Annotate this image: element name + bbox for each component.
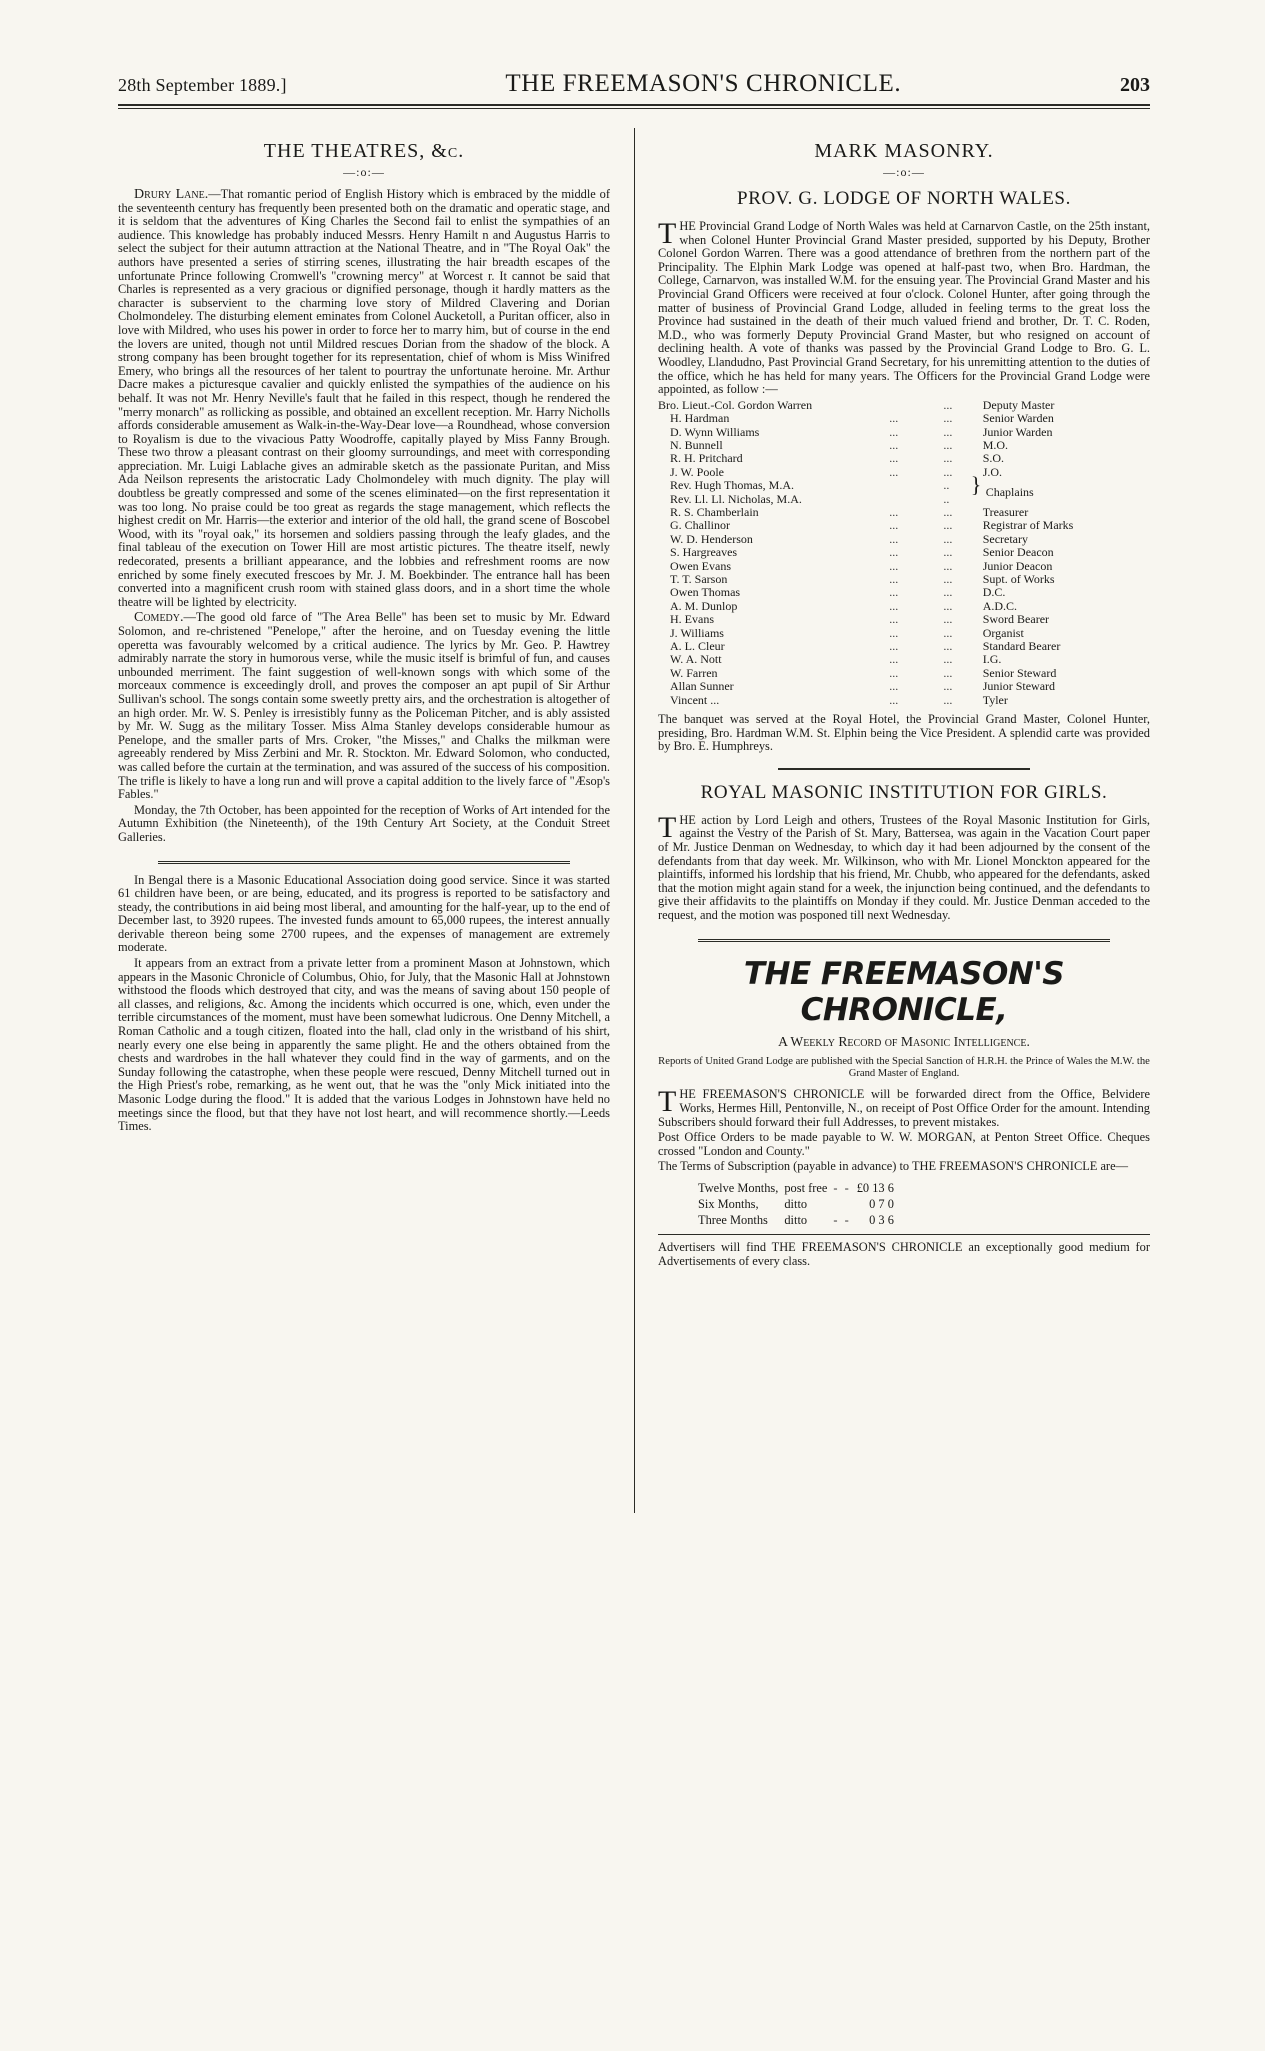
officers-table <box>658 399 1150 707</box>
comedy-lead: Comedy. <box>134 610 184 626</box>
officer-office: I.G. <box>982 652 1002 667</box>
table-row: G. Challinor ... ... Registrar of Marks <box>658 519 1150 532</box>
table-row: R. S. Chamberlain ... ... Treasurer <box>658 506 1150 519</box>
officer-name: W. D. Henderson <box>670 531 753 546</box>
terms-intro: The Terms of Subscription (payable in advance) to THE FREEMASON'S CHRONICLE are— <box>658 1159 1128 1174</box>
rate-dots: - - <box>833 1212 851 1227</box>
prov-grand-lodge-body: HE Provincial Grand Lodge of North Wales was held at Carnarvon Castle, on the 25th instant, when Colonel Hunter Provincial Grand Master presided, supported by his Deputy, Brother Colonel Gordon Warren. There was a good attendance of brethren from the northern part of the Principality. The Elphin Mark Lodge was opened at half-past two, when Bro. Hardman, the College, Carnarvon, was installed W.M. for the ensuing year. The Provincial Grand Master and his Provincial Grand Officers were received at four o'clock. Colonel Hunter, after going through the matter of business of Provincial Grand Lodge, alluded in feeling terms to the great loss the Province had sustained in the death of their much valued friend and brother, Dr. T. C. Roden, M.D., who was formerly Deputy Provincial Grand Master, but who resigned on account of declining health. A vote of thanks was passed by the Provincial Grand Lodge to Bro. G. L. Woodley, Llandudno, Past Provincial Grand Secretary, for his unremitting attention to the duties of the office, which he has held for many years. The Officers for the Provincial Grand Lodge were appointed, as follow :— <box>658 219 1150 397</box>
ornament-divider-icon: —:o:— <box>343 165 385 179</box>
table-row: Vincent ... ... ... Tyler <box>658 694 1150 707</box>
officer-name: W. A. Nott <box>670 652 722 667</box>
rate-amount: 0 3 6 <box>869 1212 894 1227</box>
table-row: W. D. Henderson ... ... Secretary <box>658 533 1150 546</box>
column-rule <box>634 128 635 1513</box>
column-gutter <box>610 126 658 2006</box>
officer-name: R. H. Pritchard <box>670 451 743 466</box>
officer-office: Treasurer <box>982 504 1029 519</box>
officer-office: Junior Deacon <box>982 558 1053 573</box>
officer-office: Junior Warden <box>982 424 1053 439</box>
officer-office: Supt. of Works <box>982 572 1055 586</box>
drury-lane-body: —That romantic period of English History which is embraced by the middle of the seventeenth century has frequently been presented both on the dramatic and operatic stage, and it is seldom that the adventures of King Charles the Second fail to enlist the sympathies of an audience. This knowledge has probably induced Messrs. Henry Hamilt n and Augustus Harris to select the subject for their autumn attraction at the National Theatre, and in "The Royal Oak" the authors have presented a series of stirring scenes, illustrating the hair breadth escapes of the unfortunate Prince following Cromwell's "crowning mercy" at Worcest r. It cannot be said that Charles is represented as a very gracious or dignified personage, though it hardly matters as the character is subservient to the charming love story of Mildred Clavering and Dorian Cholmondeley. The disturbing element eminates from Colonel Aucketoll, a Puritan officer, also in love with Mildred, who uses his power in order to force her to marry him, but of course in the end the lovers are united, though not until Mildred rescues Dorian from the shadow of the block. A strong company has been brought together for its representation, chief of whom is Miss Winifred Emery, who brings all the resources of her talent to pourtray the unfortunate heroine. Mr. Arthur Dacre makes a picturesque cavalier and quickly enlisted the sympathies of the audience on his behalf. It was not Mr. Henry Neville's fault that he failed in this respect, though he rendered the "merry monarch" as rollicking as possible, and obtained an excellent reception. Mr. Harry Nicholls affords considerable amusement as Walk-in-the-Way-Dear love—a Roundhead, whose conversion to Royalism is due to the vivacious Patty Woodroffe, capitally played by Miss Fanny Brough. These two throw a pleasant contrast on their gloomy surroundings, and meet with corresponding appreciation. Mr. Luigi Lablache gives an admirable sketch as the passionate Puritan, and Miss Ada Neilson represents the aristocratic Lady Cholmondeley with much dignity. The play will doubtless be greatly compressed and some of the scenes eliminated—on the first representation it was too long. No praise could be too great as regards the stage management, which reflects the highest credit on Mr. Harris—the exterior and interior of the old hall, the grand scene of Boscobel Wood, with its "royal oak," its horsemen and soldiers passing through the leafy glades, and the final tableau of the execution on Tower Hill are most artistic pictures. The theatre itself, newly redecorated, presents a brilliant appearance, and the lobbies and refreshment rooms are now enriched by some finely executed frescoes by Mr. J. M. Boekbinder. The entrance hall has been converted into a magnificent crush room with stained glass doors, and in a short time the whole theatre will be lighted by electricity. <box>118 187 611 609</box>
drury-lane-article <box>118 188 610 609</box>
officer-office: Senior Steward <box>982 665 1057 680</box>
chaplains-brace <box>983 485 986 499</box>
officer-name: D. Wynn Williams <box>670 424 760 439</box>
table-row: Owen Evans ... ... Junior Deacon <box>658 560 1150 573</box>
rate-period: Three Months <box>698 1212 768 1227</box>
rate-amount: £0 13 6 <box>856 1180 894 1195</box>
issue-date: 28th September 1889.] <box>118 75 287 95</box>
officer-office: Junior Steward <box>982 679 1056 694</box>
page-number: 203 <box>1120 74 1150 96</box>
table-row: J. W. Poole ... ... J.O. <box>658 466 1150 479</box>
officer-name: Allan Sunner <box>670 679 734 694</box>
officer-office: Chaplains <box>985 484 1034 499</box>
officer-name: Vincent ... <box>670 692 720 707</box>
table-row: H. Hardman ... ... Senior Warden <box>658 412 1150 425</box>
comedy-body: —The good old farce of "The Area Belle" has been set to music by Mr. Edward Solomon, and re-christened "Penelope," after the heroine, and on Tuesday evening the little operetta was favourably welcomed by a critical audience. The lyrics by Mr. Geo. P. Hawtrey admirably narrate the story in humorous verse, while the music itself is brimful of fun, and causes unbounded merriment. The faint suggestion of well-known songs with which some of the morceaux commence is exceedingly droll, and proves the composer an apt pupil of Sir Arthur Sullivan's school. The songs contain some sweetly pretty airs, and the orchestration is altogether of an high order. Mr. W. S. Penley is irresistibly funny as the Policeman Pitcher, and is ably assisted by Mr. W. Sugg as the military Tosser. Miss Alma Stanley develops considerable humour as Penelope, and the smaller parts of Mrs. Croker, "the Misses," and Chalks the milkman were agreeably rendered by Miss Zerbini and Mr. R. Stockton. Mr. Edward Solomon, who conducted, was called before the curtain at the termination, and was assured of the success of his composition. The trifle is likely to have a long run and will prove a capital addition to the lively farce of "Æsop's Fables." <box>118 610 610 802</box>
table-row: A. L. Cleur ... ... Standard Bearer <box>658 640 1150 653</box>
drop-cap-prov: T <box>658 217 677 250</box>
table-row: R. H. Pritchard ... ... S.O. <box>658 452 1150 465</box>
nameplate-divider <box>698 939 1110 942</box>
chronicle-tagline: A Weekly Record of Masonic Intelligence. <box>778 1033 1030 1049</box>
post-office-paragraph: Post Office Orders to be made payable to W. W. MORGAN, at Penton Street Office. Cheques crossed "London and County." <box>658 1130 1150 1158</box>
officer-office: J.O. <box>982 464 1003 479</box>
rate-qualifier: ditto <box>784 1212 808 1227</box>
drop-cap-girls: T <box>658 810 677 844</box>
officer-office: Registrar of Marks <box>982 518 1074 533</box>
officer-office: Tyler <box>982 692 1008 707</box>
theatres-heading: THE THEATRES, &c. <box>263 140 465 162</box>
subscription-box <box>658 1085 1150 1268</box>
table-row: S. Hargreaves ... ... Senior Deacon <box>658 546 1150 559</box>
officer-name: W. Farren <box>670 665 718 680</box>
officer-office: Standard Bearer <box>982 639 1061 654</box>
bengal-paragraph: In Bengal there is a Masonic Educational Association doing good service. Since it was started 61 children have been, or are being, educated, and its progress is reported to be satisfactory and steady, the contributions in aid being most liberal, and amounting for the half-year, up to the end of December last, to 3920 rupees. The invested funds amount to 65,000 rupees, the interest annually derivable thereon being some 2700 rupees, and the expenses of management are extremely moderate. <box>118 872 610 955</box>
masthead-rule-top <box>118 104 1150 106</box>
officer-office: Senior Deacon <box>982 545 1054 560</box>
section-divider-2 <box>778 768 1030 770</box>
table-row: H. Evans ... ... Sword Bearer <box>658 613 1150 626</box>
advertisers-note: Advertisers will find THE FREEMASON'S CHRONICLE an exceptionally good medium for Advertisements of every class. <box>658 1239 1150 1268</box>
art-society-notice: Monday, the 7th October, has been appointed for the reception of Works of Art intended for the Autumn Exhibition (the Nineteenth), of the 19th Century Art Society, at the Conduit Street Galleries. <box>118 802 610 844</box>
drury-lane-lead: Drury Lane. <box>134 187 209 202</box>
rate-qualifier: post free <box>784 1180 828 1195</box>
officer-name: S. Hargreaves <box>670 545 738 560</box>
chronicle-sanction-note: Reports of United Grand Lodge are published with the Special Sanction of H.R.H. the Prince of Wales the M.W. the Grand Master of England. <box>658 1055 1150 1079</box>
officer-office: Secretary <box>982 531 1029 546</box>
officer-name: R. S. Chamberlain <box>670 504 759 519</box>
officer-name: H. Hardman <box>670 411 730 426</box>
table-row: W. Farren ... ... Senior Steward <box>658 667 1150 680</box>
masthead <box>118 70 1150 98</box>
table-row: A. M. Dunlop ... ... A.D.C. <box>658 600 1150 613</box>
table-row: J. Williams ... ... Organist <box>658 627 1150 640</box>
officer-office: Organist <box>982 625 1024 640</box>
officer-name: J. W. Poole <box>670 464 725 479</box>
officer-name: H. Evans <box>670 612 714 627</box>
table-row <box>698 1212 900 1228</box>
officer-name: A. M. Dunlop <box>670 598 738 613</box>
officer-name: Rev. Hugh Thomas, M.A. <box>670 478 794 493</box>
officer-office: S.O. <box>982 451 1005 466</box>
prov-grand-lodge-article <box>658 217 1150 397</box>
chronicle-nameplate-text: THE FREEMASON'S CHRONICLE, <box>743 955 1065 1028</box>
banquet-paragraph: The banquet was served at the Royal Hotel, the Provincial Grand Master, Colonel Hunter, presiding, Bro. Hardman W.M. St. Elphin being the Vice President. A splendid carte was provided by Bro. E. Humphreys. <box>658 712 1150 754</box>
subscription-body: HE FREEMASON'S CHRONICLE will be forwarded direct from the Office, Belvidere Works, Hermes Hill, Pentonville, N., on receipt of Post Office Order for the amount. Intending Subscribers should forward their full Addresses, to prevent mistakes. <box>658 1087 1150 1129</box>
left-column <box>118 126 610 2006</box>
prov-grand-lodge-heading: PROV. G. LODGE OF NORTH WALES. <box>737 188 1071 209</box>
dots <box>889 399 943 412</box>
mark-masonry-heading: MARK MASONRY. <box>814 140 994 162</box>
drop-cap-subs: T <box>658 1085 677 1119</box>
table-row: D. Wynn Williams ... ... Junior Warden <box>658 426 1150 439</box>
table-row <box>698 1196 900 1212</box>
ornament-divider-icon-2: —:o:— <box>883 165 925 179</box>
table-row: Owen Thomas ... ... D.C. <box>658 586 1150 599</box>
dots: ... <box>943 397 953 412</box>
masthead-rule-bottom <box>118 108 1150 109</box>
rate-period: Six Months, <box>698 1196 759 1211</box>
officer-office: M.O. <box>982 437 1009 452</box>
rate-dots: - - <box>833 1180 851 1195</box>
officer-name: Owen Evans <box>670 558 731 573</box>
officer-name: A. L. Cleur <box>670 639 725 654</box>
table-row: N. Bunnell ... ... M.O. <box>658 439 1150 452</box>
rate-qualifier: ditto <box>784 1196 808 1211</box>
subscription-rates-table <box>698 1180 900 1228</box>
officer-name: T. T. Sarson <box>670 572 728 586</box>
table-row: Rev. Ll. Ll. Nicholas, M.A. .. <box>670 491 950 506</box>
officer-name: N. Bunnell <box>670 437 723 452</box>
table-row <box>698 1180 900 1196</box>
section-divider <box>158 861 570 864</box>
publication-title: THE FREEMASON'S CHRONICLE. <box>505 70 902 97</box>
officer-name: Owen Thomas <box>670 585 741 600</box>
rates-divider <box>658 1234 1150 1235</box>
table-row: T. T. Sarson ... ... Supt. of Works <box>658 573 1150 586</box>
table-row: Allan Sunner ... ... Junior Steward <box>658 680 1150 693</box>
right-column <box>658 126 1150 2006</box>
table-row: W. A. Nott ... ... I.G. <box>658 653 1150 666</box>
rate-period: Twelve Months, <box>698 1180 779 1195</box>
chronicle-nameplate <box>658 956 1150 1028</box>
officer-office: A.D.C. <box>982 598 1018 613</box>
officer-name: J. Williams <box>670 625 724 640</box>
officer-name: Rev. Ll. Ll. Nicholas, M.A. <box>670 491 802 506</box>
officer-name: Bro. Lieut.-Col. Gordon Warren <box>658 397 813 412</box>
table-row: Rev. Hugh Thomas, M.A. .. }Chaplains <box>658 479 1150 492</box>
officer-name: G. Challinor <box>670 518 730 533</box>
rate-dots <box>833 1196 856 1212</box>
two-column-body <box>118 126 1150 2006</box>
rate-amount: 0 7 0 <box>869 1196 894 1211</box>
comedy-article <box>118 611 610 801</box>
officer-office: Deputy Master <box>982 397 1055 412</box>
officer-office: D.C. <box>982 585 1006 600</box>
girls-institution-article <box>658 810 1150 923</box>
girls-institution-heading: ROYAL MASONIC INSTITUTION FOR GIRLS. <box>700 781 1108 803</box>
girls-institution-body: HE action by Lord Leigh and others, Trustees of the Royal Masonic Institution for Girls, against the Vestry of the Parish of St. Mary, Battersea, was again in the Vacation Court paper of Mr. Justice Denman on Wednesday, to which day it had been adjourned by the consent of the defendants from that day week. Mr. Wilkinson, who with Mr. Lionel Monckton appeared for the plaintiffs, informed his lordship that his friend, Mr. Chubb, who appeared for the defendants, asked that the motion might again stand for a week, the injunction being continued, and the defendants to give their affidavits to the plaintiffs on Monday if they could. Mr. Justice Denman acceded to the request, and the motion was posponed till next Wednesday. <box>658 812 1150 922</box>
subscription-paragraph <box>658 1085 1150 1129</box>
officer-office: Senior Warden <box>982 411 1054 426</box>
johnstown-paragraph: It appears from an extract from a private letter from a prominent Mason at Johnstown, which appears in the Masonic Chronicle of Columbus, Ohio, for July, that the Masonic Hall at Johnstown withstood the floods which destroyed that city, and was the means of saving about 150 people of all classes, and religions, &c. Among the incidents which occurred is one, which, even under the terrible circumstances of the moment, must have been somewhat ludicrous. One Denny Mitchell, a Roman Catholic and a tough citizen, floated into the hall, clad only in the wristband of his shirt, nearly every one else being in apparently the same plight. He and the others obtained from the chests and wardrobes in the hall whatever they could find in the way of garments, and on the Sunday following the catastrophe, when these people were rescued, Denny Mitchell turned out in the High Priest's robe, remarking, as he went out, that he was the "only Mick initiated into the Masonic Lodge during the flood." It is added that the various Lodges in Johnstown have held no meetings since the flood, but that they have not lost heart, and will recommence shortly.—Leeds Times. <box>118 956 610 1134</box>
table-row <box>658 399 1150 412</box>
officer-office: Sword Bearer <box>982 612 1050 627</box>
